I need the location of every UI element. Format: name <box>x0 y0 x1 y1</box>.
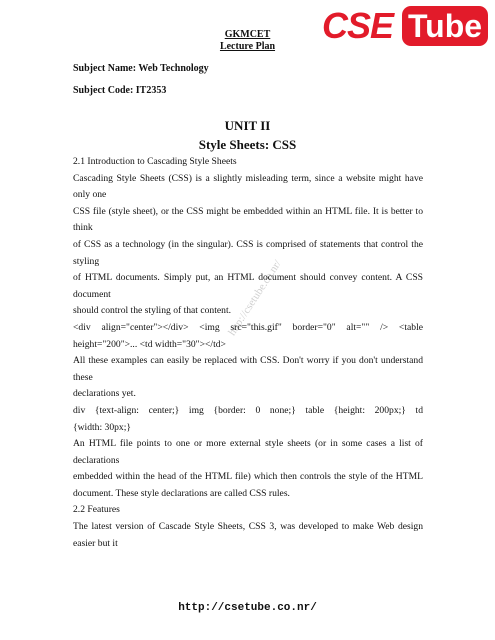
subject-code: Subject Code: IT2353 <box>73 85 167 96</box>
body-line: All these examples can easily be replaced with CSS. Don't worry if you don't understand <box>73 355 423 367</box>
footer-url[interactable]: http://csetube.co.nr/ <box>178 602 317 614</box>
subject-name: Subject Name: Web Technology <box>73 63 209 74</box>
body-line: document. These style declarations are called CSS rules. <box>73 487 290 499</box>
body-line: document <box>73 288 111 300</box>
body-line: these <box>73 371 93 383</box>
logo-cse-text: CSE <box>322 5 394 46</box>
body-line: declarations <box>73 454 120 466</box>
watermark-url: http://csetube.co.nr/ <box>226 258 284 338</box>
unit-number: UNIT II <box>224 118 271 133</box>
body-line: easier but it <box>73 537 118 549</box>
code-line: {width: 30px;} <box>73 421 131 433</box>
code-line: div {text-align: center;} img {border: 0 none;} table {height: 200px;} td <box>73 404 423 416</box>
body-line: An HTML file points to one or more external style sheets (or in some cases a list of <box>73 438 423 450</box>
section-heading-intro: 2.1 Introduction to Cascading Style Sheets <box>73 156 237 167</box>
body-line: styling <box>73 255 100 267</box>
body-line: of HTML documents. Simply put, an HTML document should convey content. A CSS <box>73 272 423 284</box>
code-line: height="200">... <td width="30"></td> <box>73 338 226 350</box>
code-line: <div align="center"></div> <img src="this.gif" border="0" alt="" /> <table <box>73 321 423 333</box>
body-line: of CSS as a technology (in the singular). CSS is comprised of statements that control the <box>73 238 423 250</box>
college-name: GKMCET <box>224 29 271 40</box>
body-line: CSS file (style sheet), or the CSS might be embedded within an HTML file. It is better to <box>73 205 423 217</box>
body-line: Cascading Style Sheets (CSS) is a slightly misleading term, since a website might have <box>73 172 423 184</box>
lecture-plan-heading: Lecture Plan <box>219 41 276 52</box>
section-heading-features: 2.2 Features <box>73 504 120 516</box>
logo-tube-text: Tube <box>402 6 488 46</box>
body-line: only one <box>73 189 107 201</box>
unit-title: Style Sheets: CSS <box>198 137 297 152</box>
body-line: declarations yet. <box>73 388 136 400</box>
body-line: embedded within the head of the HTML file) which then controls the style of the HTML <box>73 471 423 483</box>
body-line: should control the styling of that content. <box>73 305 232 317</box>
body-line: think <box>73 222 93 234</box>
body-line: The latest version of Cascade Style Sheets, CSS 3, was developed to make Web design <box>73 521 423 533</box>
document-body <box>73 154 423 552</box>
